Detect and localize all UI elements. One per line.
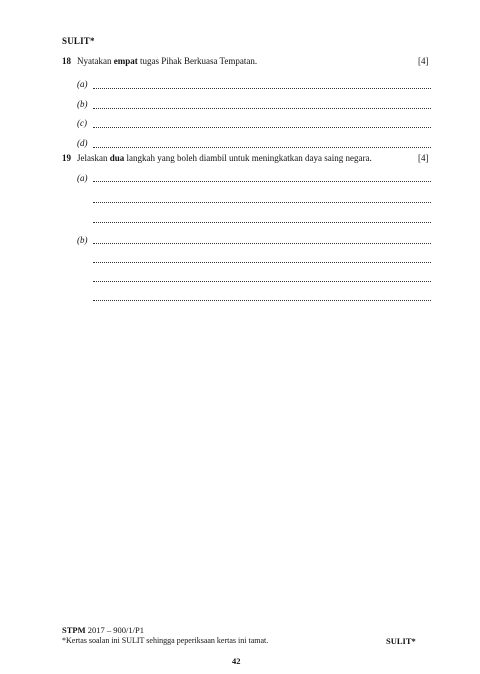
sulit-header: SULIT*: [62, 36, 95, 46]
question-number: 18: [62, 56, 71, 66]
answer-line[interactable]: [93, 147, 431, 148]
paper-code: STPM 2017 – 900/1/P1: [62, 625, 144, 635]
marks-label: [4]: [418, 56, 429, 66]
answer-line[interactable]: [93, 262, 431, 263]
answer-line[interactable]: [93, 222, 431, 223]
part-label-a: (a): [77, 79, 88, 89]
answer-line[interactable]: [93, 202, 431, 203]
answer-line[interactable]: [93, 300, 431, 301]
question-text: Jelaskan dua langkah yang boleh diambil untuk meningkatkan daya saing negara.: [77, 153, 372, 163]
question-text: Nyatakan empat tugas Pihak Berkuasa Tempatan.: [77, 56, 258, 66]
part-label-c: (c): [77, 118, 87, 128]
answer-line[interactable]: [93, 108, 431, 109]
answer-line[interactable]: [93, 88, 431, 89]
confidential-note: *Kertas soalan ini SULIT sehingga peperiksaan kertas ini tamat.: [62, 636, 269, 645]
question-number: 19: [62, 153, 71, 163]
answer-line[interactable]: [93, 243, 431, 244]
part-label-d: (d): [77, 138, 88, 148]
page-number: 42: [232, 656, 241, 666]
marks-label: [4]: [418, 153, 429, 163]
part-label-b: (b): [77, 99, 88, 109]
answer-line[interactable]: [93, 181, 431, 182]
sulit-footer: SULIT*: [386, 636, 416, 646]
part-label-a: (a): [77, 173, 88, 183]
answer-line[interactable]: [93, 281, 431, 282]
part-label-b: (b): [77, 235, 88, 245]
answer-line[interactable]: [93, 127, 431, 128]
